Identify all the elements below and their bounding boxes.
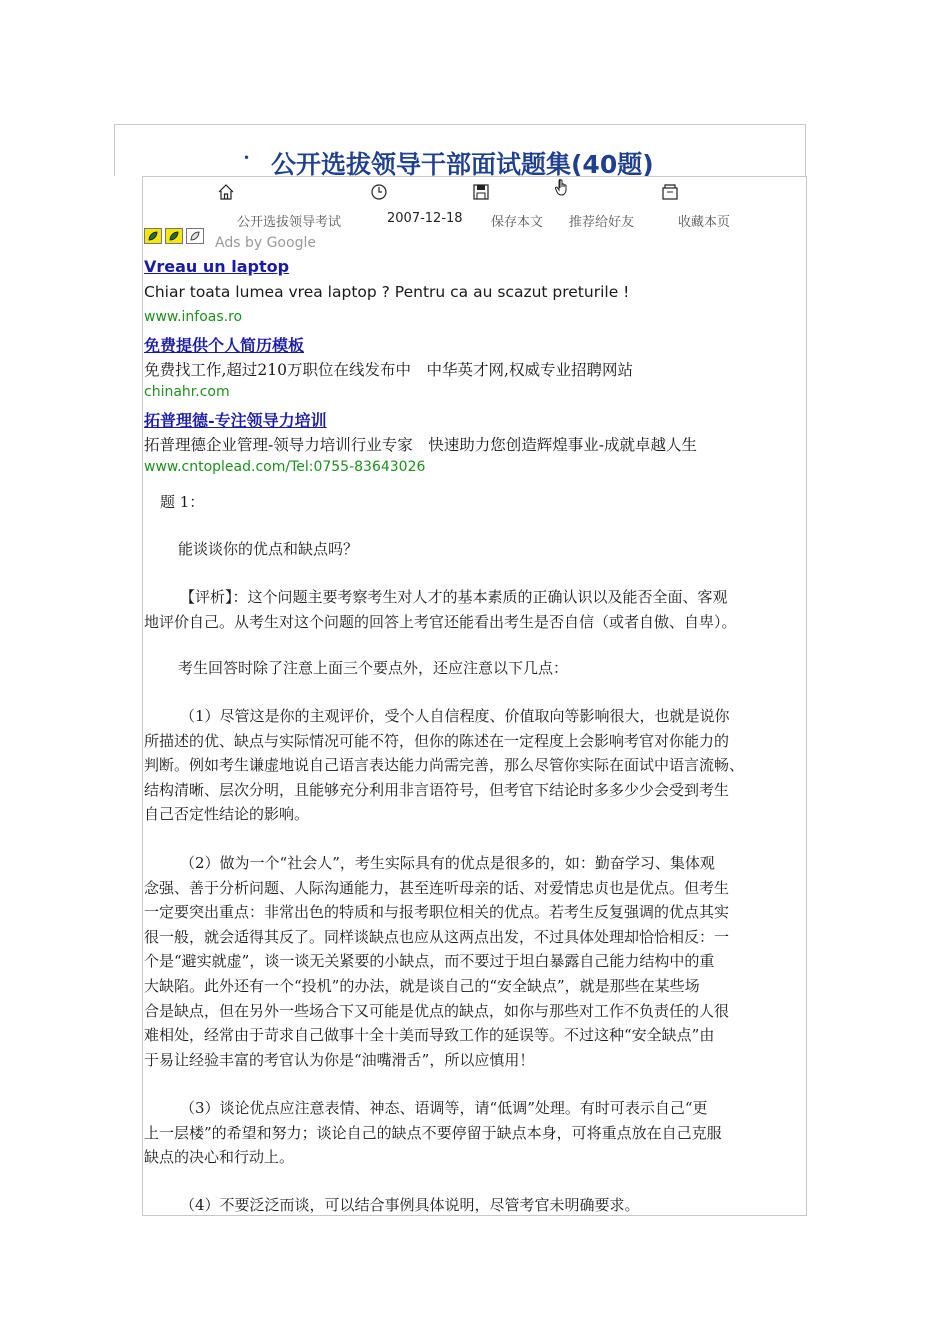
point-2-paragraph [144,851,808,1072]
point-line: 结构清晰、层次分明，且能够充分利用非言语符号，但考官下结论时多多少少会受到考生 [144,780,730,799]
save-icon[interactable] [472,183,490,201]
point-line: 判断。例如考生谦虚地说自己语言表达能力尚需完善，那么尽管你实际在面试中语言流畅、 [144,756,745,775]
point-line: 上一层楼”的希望和努力；谈论自己的缺点不要停留于缺点本身，可将重点放在自己克服 [144,1123,722,1142]
home-icon[interactable] [217,183,235,201]
clock-icon [370,183,388,201]
point-1-paragraph [144,704,808,827]
ad-description: 免费找工作,超过210万职位在线发布中 中华英才网,权威专业招聘网站 [144,361,633,379]
ad-leaf-icon[interactable] [165,228,183,244]
point-line: 一定要突出重点：非常出色的特质和与报考职位相关的优点。若考生反复强调的优点其实 [144,903,730,922]
ad-title[interactable]: 拓普理德-专注领导力培训 [144,411,327,430]
point-line: 自己否定性结论的影响。 [144,805,310,824]
analysis-line: 地评价自己。从考生对这个问题的回答上考官还能看出考生是否自信（或者自傲、自卑）。 [144,612,737,631]
ad-description: 拓普理德企业管理-领导力培训行业专家 快速助力您创造辉煌事业-成就卓越人生 [144,436,697,454]
bookmark-icon[interactable] [661,183,679,201]
analysis-paragraph [144,585,808,634]
analysis-line: 【评析】：这个问题主要考察考生对人才的基本素质的正确认识以及能否全面、客观 [180,588,728,606]
point-line: 个是“避实就虚”，谈一谈无关紧要的小缺点，而不要过于坦白暴露自己能力结构中的重 [144,952,715,971]
ad-url[interactable]: www.cntoplead.com/Tel:0755-83643026 [144,459,426,475]
question-number: 题 1： [160,493,205,511]
save-article-link[interactable]: 保存本文 [491,215,544,230]
point-line: 很一般，就会适得其反了。同样谈缺点也应从这两点出发，不过具体处理却恰恰相反：一 [144,927,730,946]
favorite-link[interactable]: 收藏本页 [678,215,731,230]
ads-by-google[interactable]: Ads by Google [215,235,316,251]
ad-leaf-icon[interactable] [144,228,162,244]
point-line: （1）尽管这是你的主观评价，受个人自信程度、价值取向等影响很大，也就是说你 [180,707,730,725]
point-line: （3）谈论优点应注意表情、神态、语调等，请“低调”处理。有时可表示自己“更 [180,1099,708,1117]
point-line: 合是缺点，但在另外一些场合下又可能是优点的缺点，如你与那些对工作不负责任的人很 [144,1001,730,1020]
question-text [178,537,842,562]
page-title: 公开选拔领导干部面试题集(40题) [271,150,654,179]
intro-paragraph [178,656,842,681]
point-line: 所描述的优、缺点与实际情况可能不符，但你的陈述在一定程度上会影响考官对你能力的 [144,731,730,750]
point-line: 难相处，经常由于苛求自己做事十全十美而导致工作的延误等。不过这种“安全缺点”由 [144,1026,715,1045]
ad-tag-icon[interactable] [186,228,204,244]
ad-icons [144,228,204,244]
point-line: 念强、善于分析问题、人际沟通能力，甚至连听母亲的话、对爱情忠贞也是优点。但考生 [144,878,730,897]
date-label: 2007-12-18 [387,211,463,226]
ad-url[interactable]: www.infoas.ro [144,309,243,325]
ad-description: Chiar toata lumea vrea laptop ? Pentru ca au scazut preturile ! [144,283,630,301]
point-line: （4）不要泛泛而谈，可以结合事例具体说明，尽管考官未明确要求。 [180,1196,640,1214]
question: 能谈谈你的优点和缺点吗？ [178,540,359,558]
point-4-paragraph [144,1193,808,1218]
title-bullet: • [243,151,251,165]
point-line: 大缺陷。此外还有一个“投机”的办法，就是谈自己的“安全缺点”，就是那些在某些场 [144,976,700,995]
ad-title[interactable]: 免费提供个人简历模板 [144,336,305,355]
ad-url[interactable]: chinahr.com [144,384,230,400]
point-line: （2）做为一个“社会人”，考生实际具有的优点是很多的，如：勤奋学习、集体观 [180,854,715,872]
question-label [160,490,824,515]
intro-text: 考生回答时除了注意上面三个要点外，还应注意以下几点： [178,659,569,677]
recommend-link[interactable]: 推荐给好友 [569,215,635,230]
title-box [114,124,806,179]
point-line: 缺点的决心和行动上。 [144,1148,295,1167]
hand-pointer-icon[interactable] [553,178,571,196]
point-line: 于易让经验丰富的考官认为你是“油嘴滑舌”，所以应慎用！ [144,1050,535,1069]
ad-title[interactable]: Vreau un laptop [144,257,290,276]
point-3-paragraph [144,1096,808,1170]
category-label[interactable]: 公开选拔领导考试 [237,215,342,230]
